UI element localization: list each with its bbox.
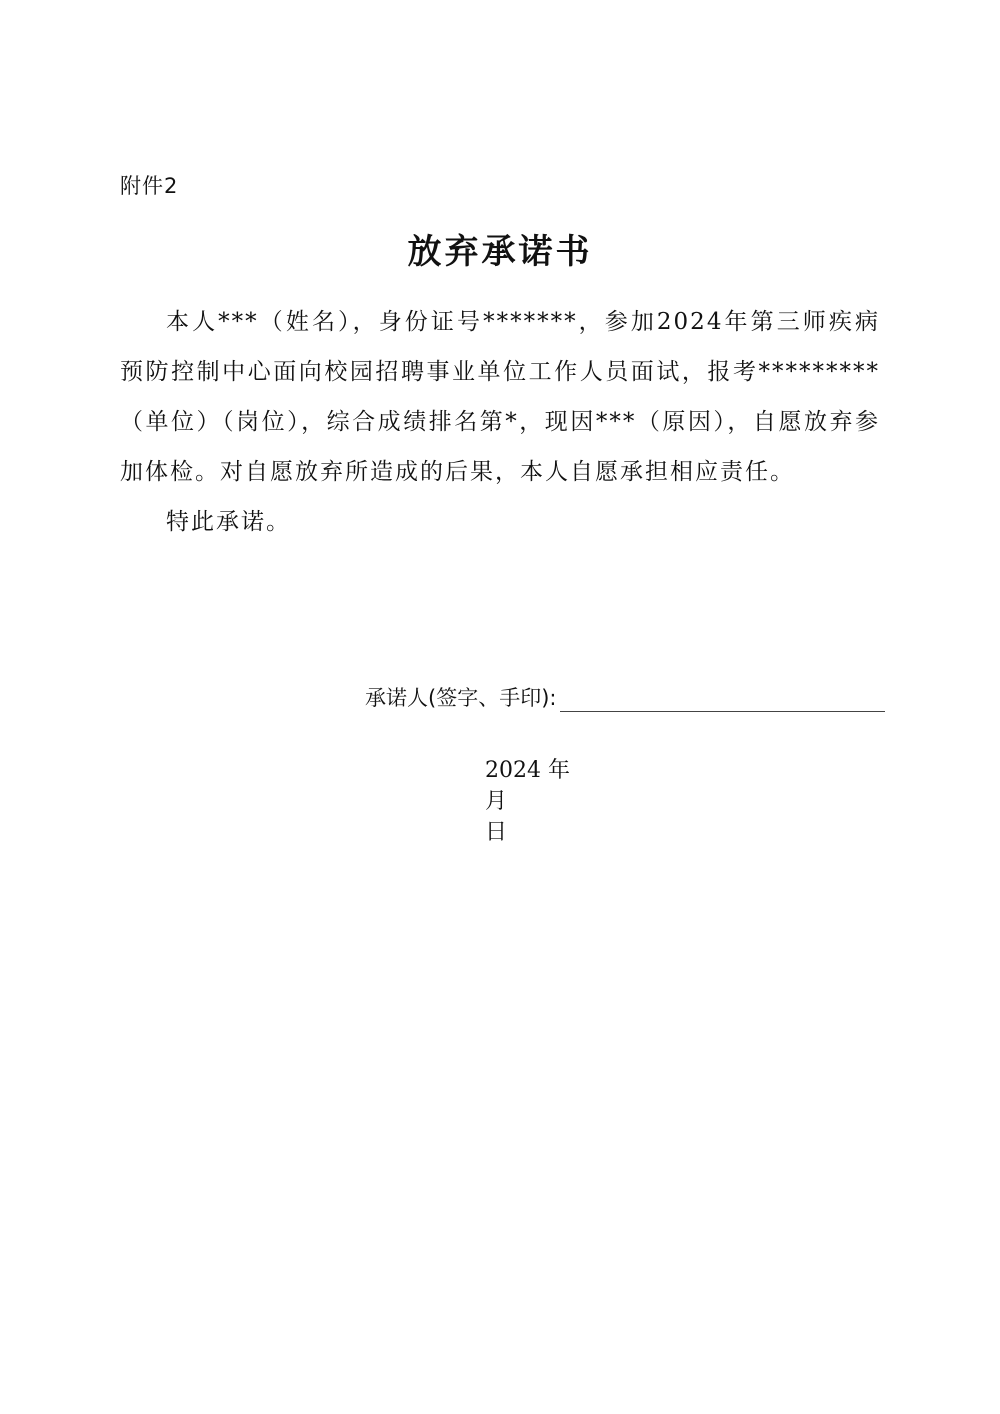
body-paragraph-1: 本人***（姓名），身份证号*******，参加2024年第三师疾病预防控制中心面向校园招聘事业单位工作人员面试，报考*********（单位）（岗位），综合成绩排名第*，现因***（原因），自愿放弃参加体检。对自愿放弃所造成的后果，本人自愿承担相应责任。 — [120, 309, 880, 485]
date-month: 月 — [484, 789, 507, 814]
document-body — [120, 297, 880, 547]
date-year: 2024 年 — [484, 758, 570, 783]
date-row — [457, 728, 615, 871]
date-day: 日 — [484, 820, 507, 845]
body-paragraph-2: 特此承诺。 — [166, 509, 291, 535]
signature-label: 承诺人(签字、手印): — [365, 686, 557, 710]
signature-blank-line — [560, 687, 885, 712]
document-title: 放弃承诺书 — [407, 232, 593, 272]
signature-row — [365, 682, 885, 712]
attachment-label: 附件2 — [120, 174, 179, 198]
